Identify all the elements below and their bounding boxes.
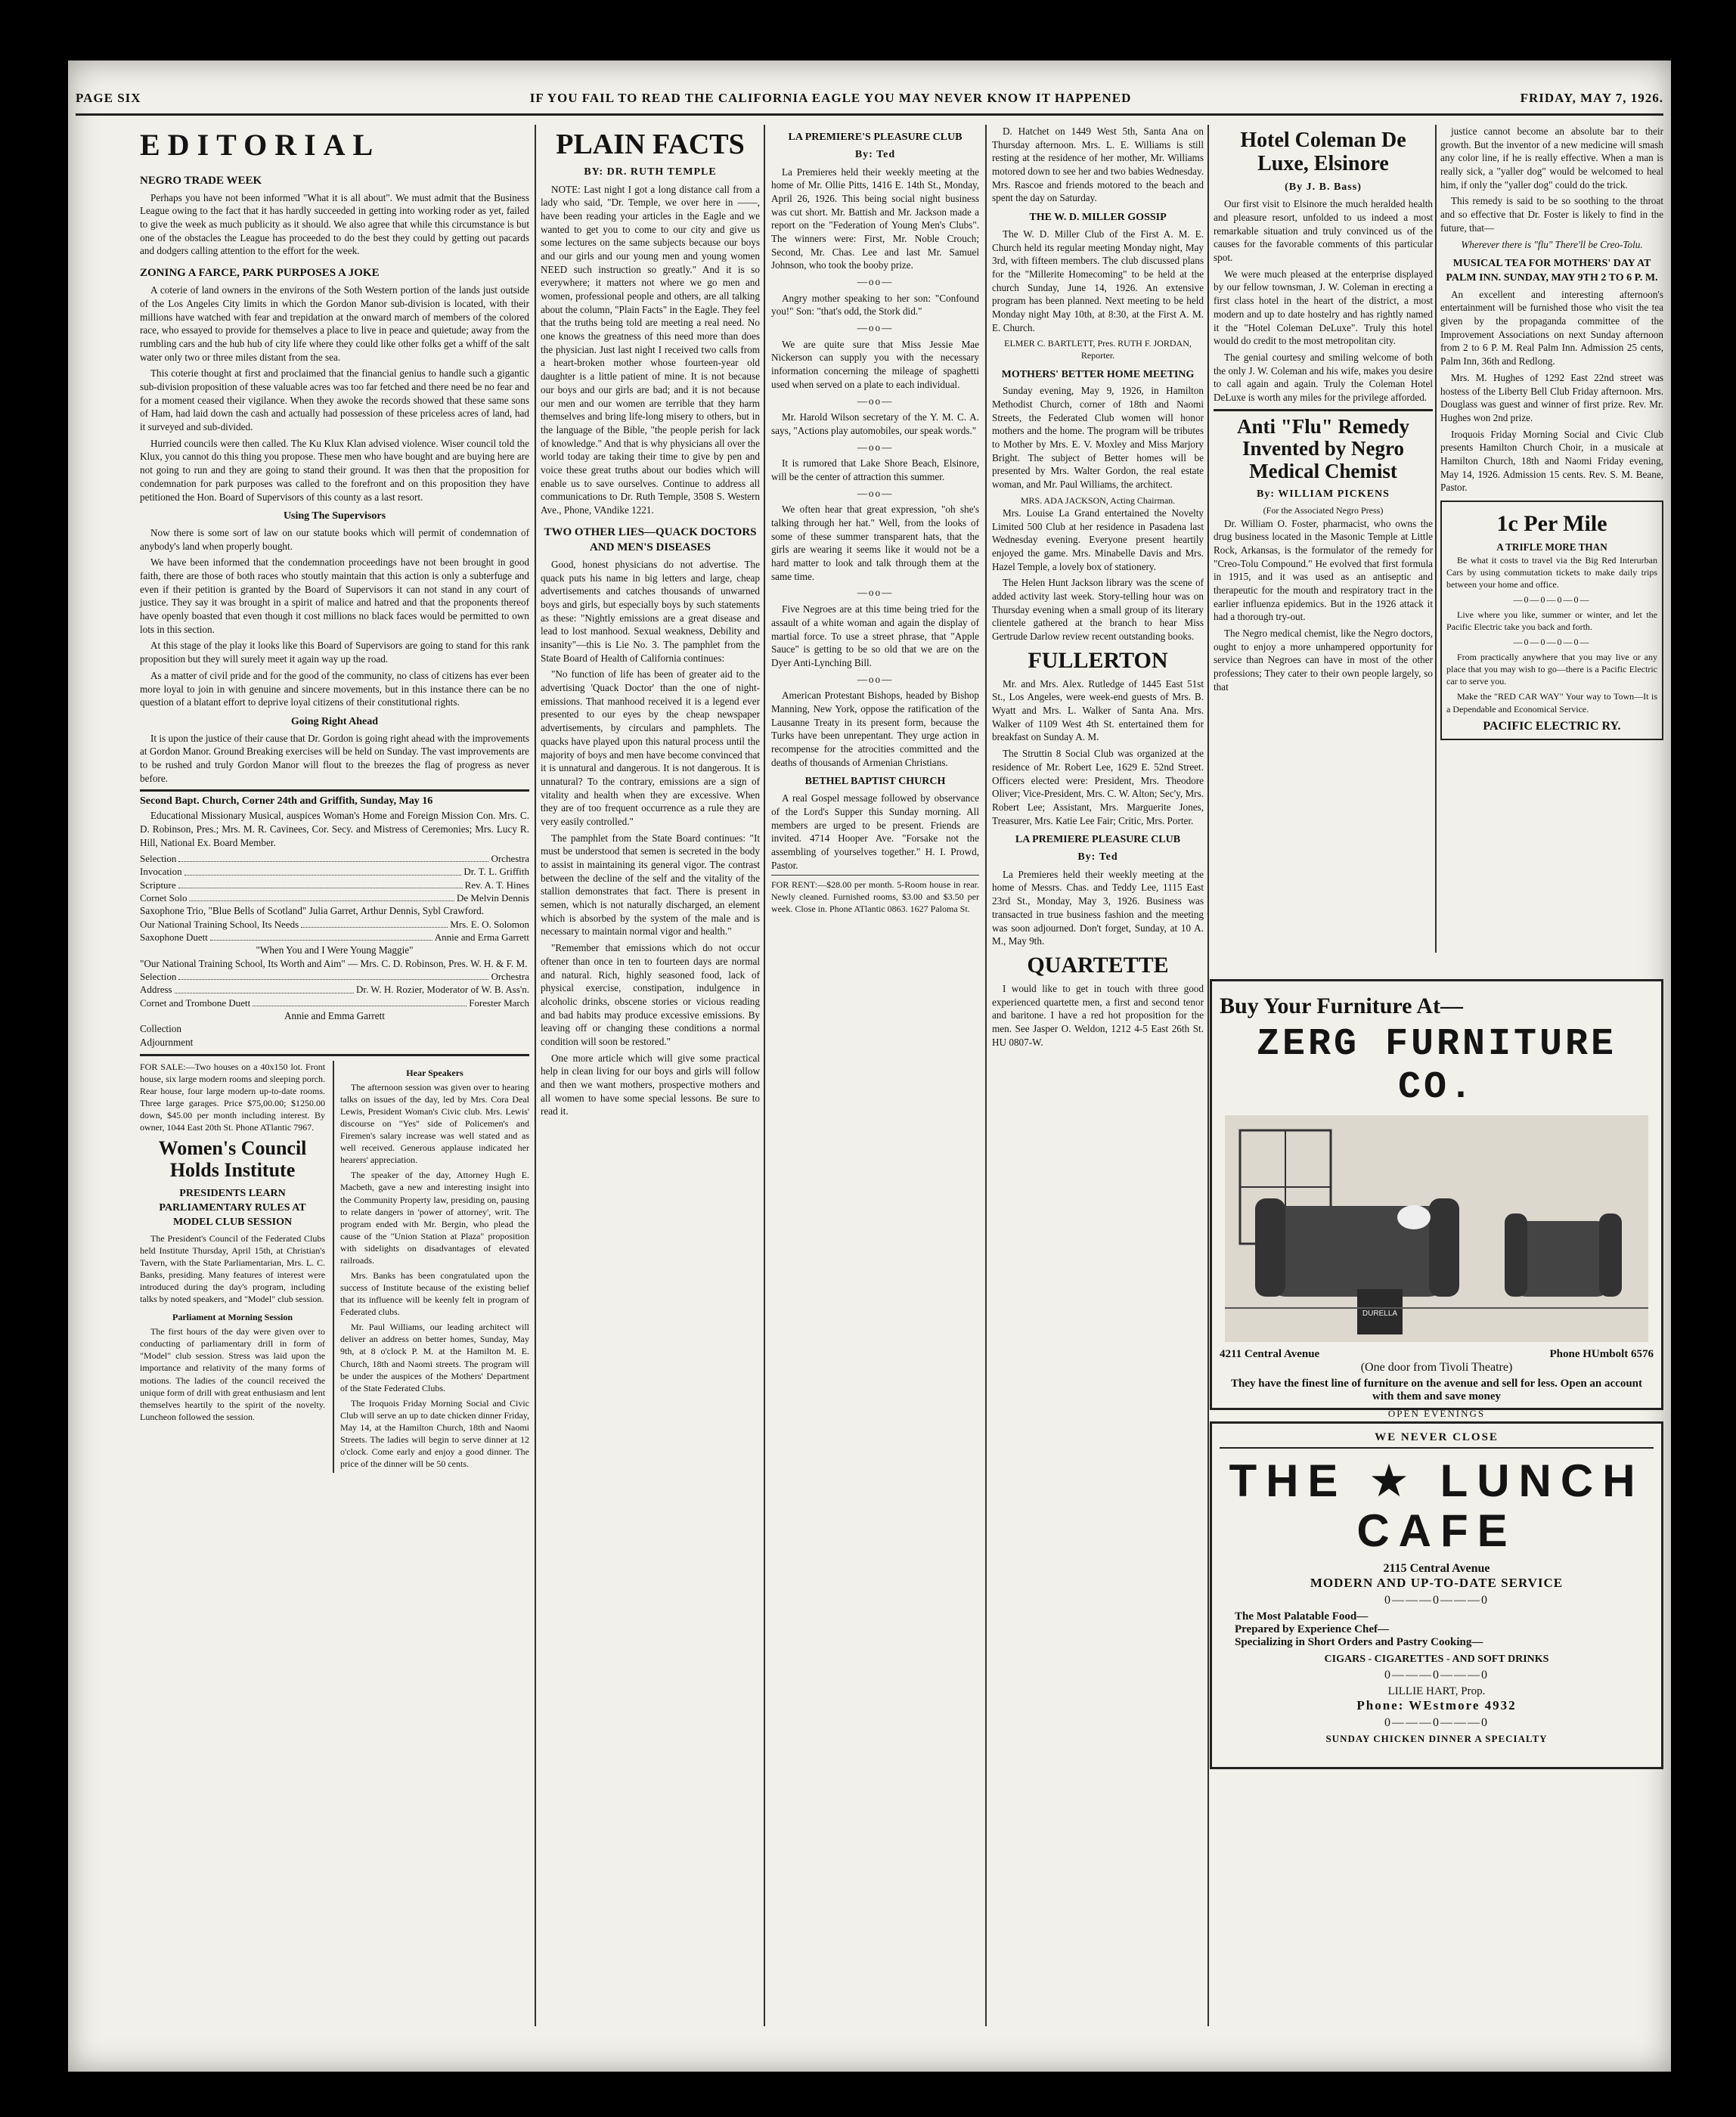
separator: —oo— xyxy=(857,276,894,287)
article-text: Mr. Harold Wilson secretary of the Y. M. C. A. says, "Actions play automobiles, our speak words." xyxy=(771,411,979,436)
hotel-title: Hotel Coleman De Luxe, Elsinore xyxy=(1240,129,1406,175)
article-heading: TWO OTHER LIES—QUACK DOCTORS AND MEN'S DISEASES xyxy=(544,525,757,553)
byline: BY: DR. RUTH TEMPLE xyxy=(584,166,717,178)
program-text: Collection xyxy=(140,1023,181,1035)
article-text: We were much pleased at the enterprise displayed by our fellow townsman, J. W. Coleman in erecting a first class hotel in the heart of the district, a most modern and up to date hostelry and has rightly named it the "Hotel Coleman DeLuxe". Truly this hotel would do credit to the most metropolitan city. xyxy=(1214,268,1433,347)
church-intro: Educational Missionary Musical, auspices Woman's Home and Foreign Mission Con. Mrs. C. D. Robinson, Pres.; Mrs. M. R. Cavinees, Cor. Secy. and Mistress of Ceremonies; Mrs. Lucy R. Hill, National Ex. Board Member. xyxy=(140,810,529,848)
classified-ad: FOR RENT:—$28.00 per month. 5-Room house in rear. Newly cleaned. Furnished rooms, $3.00 and $3.50 per week. Close in. Phone ATlantic 0863. 1627 Paloma St. xyxy=(771,875,979,915)
article-text: Hurried councils were then called. The Ku Klux Klan advised violence. Wiser council told the Klux, you cannot do this thing you propose. These men who have bought and are buying here are not going to run and they are going to stand their ground. It was then that the proposition for condemnation for park purposes was called to the forefront and on this proposition they have petitioned the Hon. Board of Supervisors of this county as a last resort. xyxy=(140,437,529,503)
church-program xyxy=(140,789,529,1049)
article-text: At this stage of the play it looks like this Board of Supervisors are going to stand for this rank proposition but they will surely meet it again way up the road. xyxy=(140,640,529,665)
ad-signature: PACIFIC ELECTRIC RY. xyxy=(1483,719,1621,733)
program-line: Scripture Rev. A. T. Hines xyxy=(140,879,529,891)
article-text: An excellent and interesting afternoon's entertainment will be furnished those who visit the tea given by the propaganda committee of the Improvement Associations on next Sunday afternoon from 2 to 6 P. M. Real Palm Inn. Admission 25 cents, Palm Inn, 36th and Redlong. xyxy=(1440,288,1663,367)
ad-pitch: They have the finest line of furniture on the avenue and sell for less. Open an account with them and save money xyxy=(1230,1378,1643,1403)
article-text: D. Hatchet on 1449 West 5th, Santa Ana on Thursday afternoon. Mrs. L. E. Williams is still resting at the residence of her mother, Mr. Williams motored down to see her and two babies Wednesday. Mrs. Rascoe and friends motored to the beach and spent the day on Saturday. xyxy=(992,126,1204,204)
article-text: The pamphlet from the State Board continues: "It must be understood that semen is secreted in the body to assist in maintaining its general vigor. The contrast between the decline of the self and the vitality of the stallion demonstrates that fact. There is present in semen, which is not naturally discharged, an element which is absorbed by the system of the male and is necessary to maintain normal vigor and health." xyxy=(541,832,760,938)
article-text: This coterie thought at first and proclaimed that the financial genius to handle such a gigantic sub-division proposition of these valuable acres was too far fetched and there need be no fear and for a moment ceased their vigilance. When they awoke the records showed that these same sons of Ham, had laid down the cash and actually had possession of these priceless acres of land, had it surveyed and sub-divided. xyxy=(140,367,529,433)
signature: ELMER C. BARTLETT, Pres. RUTH F. JORDAN, Reporter. xyxy=(1004,338,1192,361)
article-text: The Struttin 8 Social Club was organized at the residence of Mr. Robert Lee, 1629 E. 52nd Street. Officers elected were: President, Mrs. Theodore Oliver; Vice-President, Mrs. C. W. Alton; Sec'y, Mrs. Robert Lee; Assistant, Mrs. Marguerite Jones, Treasurer, Mrs. Katie Lee Fair; Critic, Mrs. Porter. xyxy=(992,748,1204,826)
program-line: Invocation Dr. T. L. Griffith xyxy=(140,866,529,878)
article-heading: THE W. D. MILLER GOSSIP xyxy=(1029,212,1167,224)
left-stack xyxy=(140,1061,325,1474)
classified-ad: FOR SALE:—Two houses on a 40x150 lot. Front house, six large modern rooms and sleeping porch. Rear house, four large modern up-to-date rooms. Three large garages. Price $75,00.00; $1250.00 down, $45.00 per month including interest. By owner, 1044 East 20th St. Phone ATlantic 7967. xyxy=(140,1061,326,1133)
program-text: Annie and Emma Garrett xyxy=(284,1009,385,1021)
byline-note: (For the Associated Negro Press) xyxy=(1263,505,1384,516)
article-text: I would like to get in touch with three good experienced quartette men, a first and second tenor and baritone. I have a red hot proposition for the men. See Jasper O. Weldon, 1212 4-5 East 26th St. HU 0807-W. xyxy=(992,982,1204,1048)
program-text: Saxophone Trio, "Blue Bells of Scotland" Julia Garret, Arthur Dennis, Sybl Crawford. xyxy=(140,904,485,916)
verse: Wherever there is "flu" There'll be Creo-Tolu. xyxy=(1461,238,1643,250)
separator: —oo— xyxy=(857,441,894,453)
ad-company-name: ZERG FURNITURE CO. xyxy=(1256,1023,1617,1109)
ad-note: (One door from Tivoli Theatre) xyxy=(1360,1361,1513,1374)
separator: 0———0———0 xyxy=(1384,1669,1489,1682)
article-text: The W. D. Miller Club of the First A. M. E. Church held its regular meeting Monday night, May 3rd, with fifteen members. The club discussed plans for the "Millerite Homecoming" to be held at the church Sunday, June 14, 1926. An extensive program has been planned. Next meeting to be held Monday night May 10th, at 8:30, at the First A. M. E. Church. xyxy=(992,228,1204,333)
signature: MRS. ADA JACKSON, Acting Chairman. xyxy=(1020,494,1176,506)
ad-service: MODERN AND UP-TO-DATE SERVICE xyxy=(1310,1576,1564,1590)
article-text: The afternoon session was given over to hearing talks on issues of the day, led by Mrs. Cora Deal Lewis, President Woman's Civic club. Mrs. Lewis' discourse on "Yes" side of Policemen's and Firemen's salary increase was well stated and as well received. Generous applause indicated her hearers' appreciation. xyxy=(340,1081,529,1166)
ad-address: 2115 Central Avenue xyxy=(1383,1562,1490,1575)
article-heading: MOTHERS' BETTER HOME MEETING xyxy=(1001,368,1195,380)
article-text: Sunday evening, May 9, 1926, in Hamilton Methodist Church, corner of 18th and Naomi Streets, the Federated Club women will honor mothers and the home. The program will be tributes to Mother by Mrs. E. V. Moxley and Miss Marjory Bright. The subject of Better homes will be presented by Mrs. Walter Gordon, the real estate woman, and Mr. Paul Williams, the architect. xyxy=(992,385,1204,491)
article-heading: LA PREMIERE PLEASURE CLUB xyxy=(1015,834,1181,846)
article-text: The Iroquois Friday Morning Social and Civic Club will serve an up to date chicken dinner Friday, May 14, at the Hamilton Church, 18th and Naomi Streets. The ladies will begin to serve dinner at 12 o'clock. Come early and enjoy a good dinner. The price of the dinner will be 50 cents. xyxy=(340,1397,529,1470)
program-line: Address Dr. W. H. Rozier, Moderator of W. B. Ass'n. xyxy=(140,984,529,996)
article-text: The Negro medical chemist, like the Negro doctors, ought to enjoy a more unhampered opportunity for service than Negroes can have in most of the other professions; They cater to their own people largely, so that xyxy=(1214,628,1433,693)
article-heading: BETHEL BAPTIST CHURCH xyxy=(804,776,946,788)
ad-hours: OPEN EVENINGS xyxy=(1387,1408,1486,1419)
article-text: Iroquois Friday Morning Social and Civic Club presents Hamilton Church Choir, in a musicale at Hamilton Church, 18th and Naomi Friday evening, May 14, 1926. Admission 15 cents. Rev. S. M. Beane, Pastor. xyxy=(1440,428,1663,494)
separator: —oo— xyxy=(857,322,894,334)
program-line: Cornet Solo De Melvin Dennis xyxy=(140,891,529,904)
byline: By: Ted xyxy=(854,148,896,160)
subheading: Parliament at Morning Session xyxy=(172,1312,293,1323)
page-number: PAGE SIX xyxy=(76,91,141,105)
pacific-electric-ad xyxy=(1440,501,1663,740)
star-icon: ★ xyxy=(1369,1455,1418,1506)
article-text: Good, honest physicians do not advertise. The quack puts his name in big letters and large, cheap advertisements and catches thousands of unwarned boys and girls, but especially boys by such statements as these: "Nightly emissions are a great disease and lead to lost manhood. Sexual weakness, Debility and insanity"—this is Lie No. 3. The pamphlet from the State Board of Health of California continues: xyxy=(541,558,760,664)
article-text: One more article which will give some practical help in clean living for our boys and girls will follow and then we want mothers, prospective mothers and all women to have some special lessons. Be sure to read it. xyxy=(541,1052,760,1117)
article-text: It is upon the justice of their cause that Dr. Gordon is going right ahead with the improvements at Gordon Manor. Ground Breaking exercises will be held on Sunday. The vast improvements are to be rushed and truly Gordon Manor will flout to the breezes the flag of progress as never before. xyxy=(140,732,529,784)
article-text: Mr. and Mrs. Alex. Rutledge of 1445 East 51st St., Los Angeles, were week-end guests of Mrs. B. Wyatt and Mrs. L. Walker of Santa Ana. Mrs. Walker of 1109 West 4th St. entertained them for breakfast on Sunday A. M. xyxy=(992,677,1204,743)
church-heading: Second Bapt. Church, Corner 24th and Griffith, Sunday, May 16 xyxy=(140,795,433,807)
paper-slogan: IF YOU FAIL TO READ THE CALIFORNIA EAGLE YOU MAY NEVER KNOW IT HAPPENED xyxy=(529,91,1132,105)
plain-facts-title: PLAIN FACTS xyxy=(556,129,745,160)
column-rule xyxy=(985,125,987,2026)
program-text: "When You and I Were Young Maggie" xyxy=(256,944,414,956)
ad-phone: Phone: WEstmore 4932 xyxy=(1356,1698,1517,1713)
sofa-label: DURELLA xyxy=(1362,1310,1398,1318)
article-text: La Premieres held their weekly meeting at the home of Messrs. Chas. and Teddy Lee, 1115 East 23rd St., Monday, May 3, 1926. Business was transacted in true business fashion and the meeting was soon adjourned. Don't forget, Sunday, at 10 A. M., May 9th. xyxy=(992,868,1204,947)
program-line: Saxophone Duett Annie and Erma Garrett xyxy=(140,931,529,943)
article-text: The first hours of the day were given over to conducting of parliamentary drill in form of "Model" club session. Stress was laid upon the importance and relativity of the many forms of motions. The ladies of the council received the unique form of drill with great enthusiasm and lent themselves heartily to the spirit of the novelty. Luncheon followed the session. xyxy=(140,1326,326,1422)
bottom-split xyxy=(140,1054,529,1474)
byline: (By J. B. Bass) xyxy=(1285,181,1362,193)
subheading: Going Right Ahead xyxy=(290,715,379,727)
issue-date: FRIDAY, MAY 7, 1926. xyxy=(1520,91,1663,105)
article-text: Now there is some sort of law on our statute books which will permit of condemnation of anybody's land when properly bought. xyxy=(140,526,529,552)
lunch-cafe-ad xyxy=(1210,1421,1663,1769)
article-heading: MUSICAL TEA FOR MOTHERS' DAY AT PALM INN. SUNDAY, MAY 9TH 2 TO 6 P. M. xyxy=(1446,258,1658,284)
separator: —0—0—0—0— xyxy=(1513,594,1591,605)
ad-text: Be what it costs to travel via the Big Red Interurban Cars by using commutation tickets to make daily trips between your home and office. xyxy=(1446,554,1657,590)
separator: —0—0—0—0— xyxy=(1513,637,1591,648)
editorial-title: EDITORIAL xyxy=(140,128,381,162)
column-rule xyxy=(1435,125,1437,953)
program-text: "Our National Training School, Its Worth and Aim" — Mrs. C. D. Robinson, Pres. W. H. & F. M. xyxy=(140,957,528,969)
article-text: As a matter of civil pride and for the good of the community, no class of citizens has ever been more loyal to join in with genuine and sincere movements, but in this instance there can be no question of a blatant effort to deprive loyal citizens of their constitutional rights. xyxy=(140,669,529,708)
article-text: "Remember that emissions which do not occur oftener than once in ten to fourteen days are normal and natural. Rich, highly seasoned food, lack of physical exercise, constipation, indulgence in alcoholic drinks, obscene stories or vicious reading and bad habits may produce excessive emissions. By leaving off or changing these conditions a normal condition will soon be restored." xyxy=(541,942,760,1047)
article-text: This remedy is said to be so soothing to the throat and so effective that Dr. Foster is likely to find in the future, that— xyxy=(1440,195,1663,234)
zerg-furniture-ad xyxy=(1210,979,1663,1419)
article-text: justice cannot become an absolute bar to their growth. But the inventor of a new medicine will smash any color line, if he is really effective. When a man is really sick, a "yaller dog" would be welcomed to heal him, if only the "yaller dog" could do the trick. xyxy=(1440,126,1663,191)
ad-special: SUNDAY CHICKEN DINNER A SPECIALTY xyxy=(1325,1733,1548,1744)
ad-food: The Most Palatable Food— Prepared by Experience Chef— Specializing in Short Orders and Pastry Cooking— xyxy=(1235,1610,1483,1648)
article-text: A real Gospel message followed by observance of the Lord's Supper this Sunday morning. All members are urged to be present. Friends are invited. 4714 Hooper Ave. "Forsake not the assembling of yourselves together." H. I. Prowd, Pastor. xyxy=(771,792,979,871)
plain-facts-column xyxy=(541,125,760,2041)
program-line: Selection Orchestra xyxy=(140,853,529,865)
fullerton-title: FULLERTON xyxy=(1028,647,1168,673)
article-text: "No function of life has been of greater aid to the advertising 'Quack Doctor' than the one of night-emissions. That manhood received it is a legend ever presented to our eyes by the cheap newspaper advertisements, by circulars and pamphlets. The quacks have played upon this natural process until the majority of boys and men have become convinced that it is unnatural and dangerous. It is not dangerous. It is unnatural? To the contrary, emissions are a sign of vitality and health when they are excessive. When they are of too frequent occurrence as a rule they are very easily controlled." xyxy=(541,668,760,827)
article-text: Mr. Paul Williams, our leading architect will deliver an address on better homes, Sunday, May 9th, at 8 o'clock P. M. at the Hamilton M. E. Church, 18th and Naomi streets. The program will be under the auspices of the Mothers' Department of the State Federated Clubs. xyxy=(340,1322,529,1393)
newspaper-page xyxy=(68,60,1671,2072)
ad-text: Live where you like, summer or winter, and let the Pacific Electric take you back and forth. xyxy=(1446,609,1657,633)
ad-banner: WE NEVER CLOSE xyxy=(1220,1431,1654,1449)
article-heading: LA PREMIERE'S PLEASURE CLUB xyxy=(788,132,963,143)
furniture-illustration xyxy=(1220,1115,1654,1342)
womens-council-title: Women's Council Holds Institute xyxy=(158,1137,307,1181)
article-text: NOTE: Last night I got a long distance call from a lady who said, "Dr. Temple, we over here in ——, have been reading your articles in the Eagle and we wanted to get you to come to our city and give us some lectures on the same subjects because our boys and our girls and our young men and young women NEED such instruction so greatly." And it is so everywhere; it matters not where we go men and women, professional people and others, are all talking about the column, "Plain Facts" in the Eagle. They feel that the truths being told are meeting a real need. No one knows the greatness of this need more than does the physician. Just last night I received two calls from a heart-broken mother whose fourteen-year old daughter is a little patient of mine. It is not because our boys and our girls are bad; and it is not because our men and our women are terrible that they harm themselves and bring life-long misery to others, but in the language of the Bible, "the people perish for lack of knowledge." And that is why physicians all over the world today are taking their time to give by pen and voice these great truths about our bodies which will enable us to save ourselves. Continue to address all communications to Dr. Ruth Temple, 3508 S. Western Ave., Phone, VAndike 1221. xyxy=(541,183,760,516)
ad-text: From practically anywhere that you may live or any place that you may wish to go—there is a Pacific Electric car to serve you. xyxy=(1446,652,1657,687)
program-line: Selection Orchestra xyxy=(140,971,529,983)
byline: By: Ted xyxy=(1077,851,1118,863)
page-header xyxy=(76,83,1663,116)
article-text: We often hear that great expression, "oh she's talking through her hat." Well, from the looks of some of these summer transparent hats, that the girls are wearing it seems like it would not be a hard matter to look and talk through them at the same time. xyxy=(771,504,979,582)
separator: 0———0———0 xyxy=(1384,1594,1489,1607)
byline: By: WILLIAM PICKENS xyxy=(1257,488,1390,500)
ad-address: 4211 Central Avenue xyxy=(1220,1348,1320,1360)
article-text: Dr. William O. Foster, pharmacist, who owns the drug business located in the Masonic Temple at Little Rock, Arkansas, is the formulator of the remedy for "Creo-Tolu Compound." He evolved that first formula in 1915, and it was used as an antiseptic and therapeutic for the mouth and respiratory tract in the earlier influenza epidemics. But in the 1926 attack it had a thorough try-out. xyxy=(1214,517,1433,623)
article-text: Our first visit to Elsinore the much heralded health and pleasure resort, unfolded to us indeed a most remarkable situation and truly convinced us of the causes for the favorable comments of this particular spot. xyxy=(1214,198,1433,264)
social-column xyxy=(771,125,979,2041)
article-text: Angry mother speaking to her son: "Confound you!" Son: "that's odd, the Stork did." xyxy=(771,292,979,318)
article-text: A coterie of land owners in the environs of the Soth Western portion of the lands just outside of the Los Angeles City limits in which the Gordon Manor sub-division is located, with their millions have watched with fear and trepidation at the onward march of members of the colored race, who essayed to provide for themselves a place to live in peace and quietude; away from the rumbling cars and the hub hub of city life where they could like other folks get a whiff of the salt water only two or three miles distant from the sea. xyxy=(140,284,529,363)
article-heading: ZONING A FARCE, PARK PURPOSES A JOKE xyxy=(140,267,380,280)
program-line: Our National Training School, Its Needs Mrs. E. O. Solomon xyxy=(140,918,529,930)
article-text: The President's Council of the Federated Clubs held Institute Thursday, April 15th, at Christian's Tavern, with the State Parliamentarian, Mrs. L. C. Banks, presiding. Many features of interest were introduced during the day's program, including talks by noted speakers, and "Model" club session. xyxy=(140,1232,326,1305)
ad-tagline: Buy Your Furniture At— xyxy=(1220,993,1463,1018)
hotel-column xyxy=(1214,125,1433,975)
program-text: Adjournment xyxy=(140,1037,194,1049)
article-text: American Protestant Bishops, headed by Bishop Manning, New York, oppose the ratification of the Lausanne Treaty in its present form, because the Turks have been unrepentant. They urge action in recompense for the atrocities committed and the deaths of thousands of Armenian Christians. xyxy=(771,690,979,768)
separator: —oo— xyxy=(857,487,894,499)
column-rule xyxy=(764,125,765,2026)
article-text: We have been informed that the condemnation proceedings have not been brought in good faith, there are those of both races who stoutly maintain that this action is only a subterfuge and even if their petition is granted by the Board of Supervisors it can not stand in any court of justice. They say it was brought in a spirit of malice and hatred and that the proponents thereof have openly boasted that even though it cost millions no black faces would be permitted to own lots in this section. xyxy=(140,556,529,635)
ad-phone: Phone HUmbolt 6576 xyxy=(1549,1348,1654,1360)
ad-name: THE ★ LUNCH xyxy=(1229,1455,1645,1506)
flu-title: Anti "Flu" Remedy Invented by Negro Medical Chemist xyxy=(1214,409,1433,483)
ad-headline: 1c Per Mile xyxy=(1496,511,1607,536)
article-text: Mrs. M. Hughes of 1292 East 22nd street was hostess of the Liberty Bell Club Friday afternoon. Mrs. Douglass was guest and winner of first prize. Rev. Mr. Hughes won 2nd prize. xyxy=(1440,371,1663,423)
ad-owner: LILLIE HART, Prop. xyxy=(1387,1685,1486,1697)
article-text: Five Negroes are at this time being tried for the assault of a white woman and again the display of martial force. To use a street phrase, that "Apple Sauce" is getting to be so old that we are on the Dyer Anti-Lynching Bill. xyxy=(771,603,979,668)
separator: —oo— xyxy=(857,395,894,407)
ad-goods: CIGARS - CIGARETTES - AND SOFT DRINKS xyxy=(1324,1654,1549,1665)
hear-speakers xyxy=(333,1061,529,1474)
column-rule xyxy=(535,125,536,2026)
notices-column xyxy=(1440,125,1663,975)
article-text: La Premieres held their weekly meeting at the home of Mr. Ollie Pitts, 1416 E. 14th St., Monday, April 26, 1926. This being social night business was cut short. Mr. Battish and Mr. Jackson made a report on the "Federation of Young Men's Clubs". The winners were: First, Mr. Noble Crouch; Second, Mr. Chas. Lee and last Mr. Samuel Johnson, who took the booby prize. xyxy=(771,166,979,271)
ad-name-2: CAFE xyxy=(1356,1505,1517,1556)
society-column xyxy=(992,125,1204,2041)
editorial-column xyxy=(140,125,529,2041)
subheading: Using The Supervisors xyxy=(283,510,386,522)
quartette-title: QUARTETTE xyxy=(1027,952,1169,978)
ad-text: Make the "RED CAR WAY" Your way to Town—It is a Dependable and Economical Service. xyxy=(1446,691,1657,714)
article-text: The genial courtesy and smiling welcome of both the only J. W. Coleman and his wife, makes you desire to call again and again. Truly the Coleman Hotel DeLuxe is worth any miles for the privilege afforded. xyxy=(1214,351,1433,403)
program-line: Cornet and Trombone Duett Forester March xyxy=(140,997,529,1009)
article-text: We are quite sure that Miss Jessie Mae Nickerson can supply you with the necessary information concerning the mileage of spaghetti used when served on a plate to each individual. xyxy=(771,338,979,390)
subheading: Hear Speakers xyxy=(406,1067,463,1078)
article-text: The speaker of the day, Attorney Hugh E. Macbeth, gave a new and interesting insight into the Community Property law, presiding on, pausing to relate dangers in 'power of attorney', writ. The program ended with Mr. Bergin, who plead the cause of the "Union Station at Plaza" proposition with sidelights on disadvantages of elevated railroads. xyxy=(340,1170,529,1266)
column-rule xyxy=(1207,125,1209,2026)
article-text: Mrs. Louise La Grand entertained the Novelty Limited 500 Club at her residence in Pasadena last Wednesday evening. Everyone present heartily enjoyed the game. Mrs. Minabelle Davis and Mrs. Hazel Temple, a lovely box of stationery. xyxy=(992,507,1204,572)
article-heading: NEGRO TRADE WEEK xyxy=(140,174,262,187)
womens-council-subhead: PRESIDENTS LEARN PARLIAMENTARY RULES AT MODEL CLUB SESSION xyxy=(159,1188,306,1228)
ad-subhead: A TRIFLE MORE THAN xyxy=(1496,541,1607,553)
separator: —oo— xyxy=(857,587,894,599)
ad-contact xyxy=(1220,1348,1654,1361)
article-text: Perhaps you have not been informed "What it is all about". We must admit that the Business League owing to the fact that it has hardly succeeded in getting into working roder as yet, failed to give the week as much publicity as it should. We also agree that while this circumstance is but one of the obstacles the League has proceeded to do the best they could by getting out pacards and dodgers calling attention to the effort for the week. xyxy=(140,191,529,257)
article-text: The Helen Hunt Jackson library was the scene of added activity last week. Story-telling hour was on Thursday evening when a small group of its literary clientele gathered at the branch to hear Miss Gertrude Darlow review recent outstanding books. xyxy=(992,577,1204,643)
article-text: Mrs. Banks has been congratulated upon the success of Institute because of the existing belief that its influence will be keenly felt in program of Federated clubs. xyxy=(340,1270,529,1318)
separator: —oo— xyxy=(857,673,894,685)
separator: 0———0———0 xyxy=(1384,1716,1489,1729)
article-text: It is rumored that Lake Shore Beach, Elsinore, will be the center of attraction this summer. xyxy=(771,457,979,482)
